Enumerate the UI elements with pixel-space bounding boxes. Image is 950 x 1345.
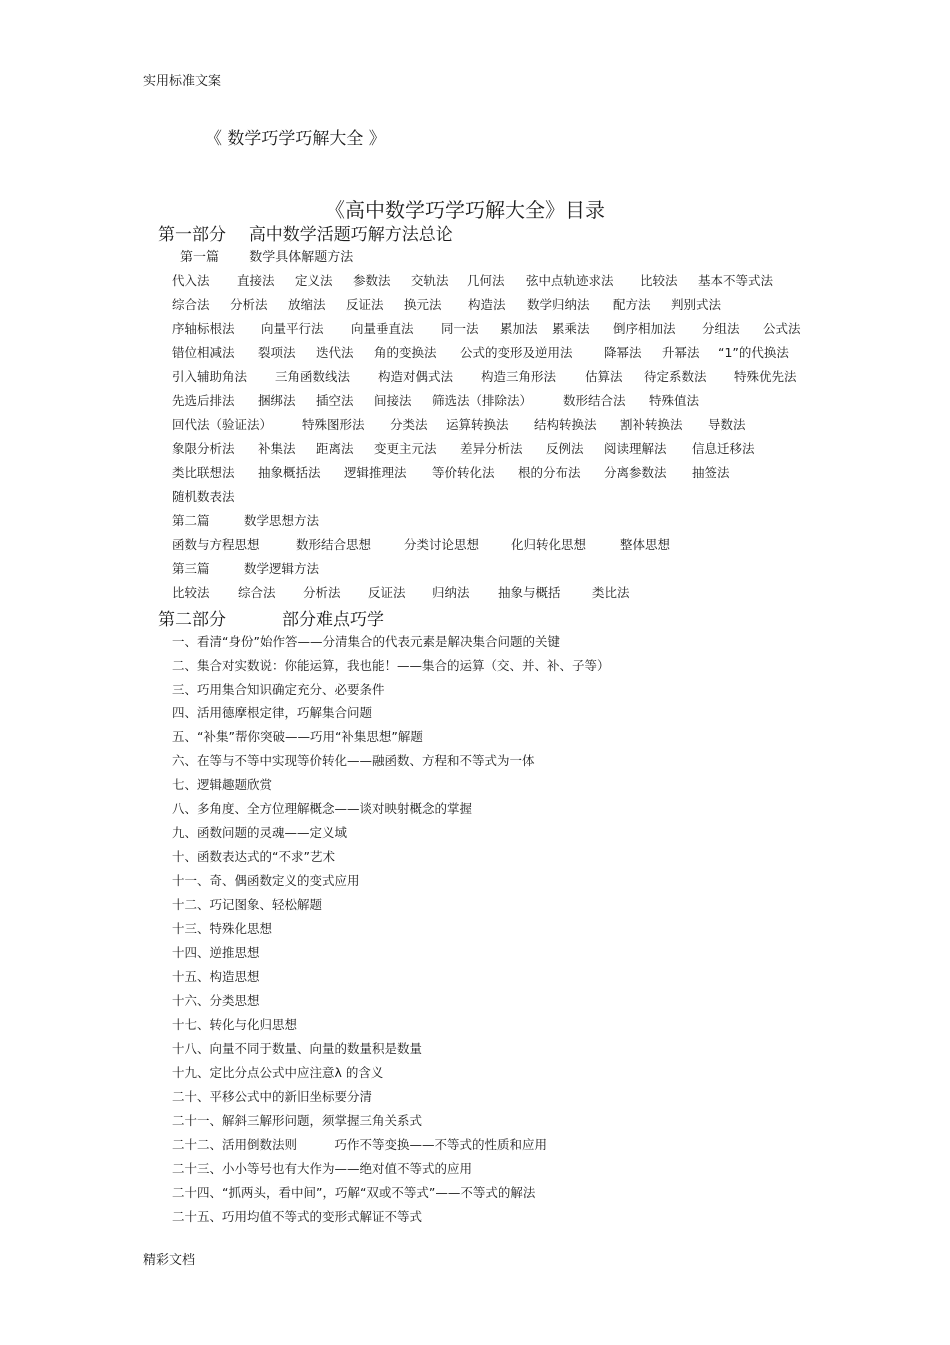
method: 序轴标根法 <box>172 321 235 336</box>
section2-label: 第二篇 <box>172 513 210 528</box>
method: 筛选法（排除法） <box>432 393 533 408</box>
method: 变更主元法 <box>374 441 437 456</box>
method: 信息迁移法 <box>692 441 755 456</box>
part2-item: 二十、平移公式中的新旧坐标要分清 <box>172 1089 373 1104</box>
method: 象限分析法 <box>172 441 235 456</box>
part2-item: 十八、向量不同于数量、向量的数量积是数量 <box>172 1041 423 1056</box>
method: 捆绑法 <box>258 393 296 408</box>
methods-row-8 <box>172 439 755 457</box>
part2-item: 二、集合对实数说：你能运算，我也能！——集合的运算（交、并、补、子等） <box>172 658 610 673</box>
method: 降幂法 <box>604 345 642 360</box>
page-footer: 精彩文档 <box>143 1253 196 1268</box>
method: 估算法 <box>585 369 623 384</box>
part2-item: 十一、奇、偶函数定义的变式应用 <box>172 873 360 888</box>
method: 特殊优先法 <box>734 369 797 384</box>
method: 公式法 <box>763 321 801 336</box>
methods-row-2 <box>172 295 721 313</box>
logic-method: 类比法 <box>592 585 630 600</box>
method: 差异分析法 <box>460 441 523 456</box>
part2-label: 第二部分 <box>158 610 226 630</box>
section1-label: 第一篇 <box>180 250 220 265</box>
method: 直接法 <box>237 273 275 288</box>
method: 抽签法 <box>692 465 730 480</box>
part1-label: 第一部分 <box>158 225 226 245</box>
part2-item: 二十一、解斜三解形问题，须掌握三角关系式 <box>172 1113 423 1128</box>
part2-item: 十九、定比分点公式中应注意λ 的含义 <box>172 1065 384 1080</box>
method: 导数法 <box>708 417 746 432</box>
method: 分离参数法 <box>604 465 667 480</box>
logic-method: 综合法 <box>238 585 276 600</box>
part2-item: 二十五、巧用均值不等式的变形式解证不等式 <box>172 1209 423 1224</box>
method: 逻辑推理法 <box>344 465 407 480</box>
method: 待定系数法 <box>644 369 707 384</box>
method: 基本不等式法 <box>698 273 774 288</box>
methods-row-10 <box>172 487 235 505</box>
method: 错位相减法 <box>172 345 235 360</box>
method: 倒序相加法 <box>613 321 676 336</box>
part2-title: 部分难点巧学 <box>282 610 384 630</box>
book-title: 《 数学巧学巧解大全 》 <box>205 129 386 149</box>
method: 先选后排法 <box>172 393 235 408</box>
part2-item: 六、在等与不等中实现等价转化——融函数、方程和不等式为一体 <box>172 753 535 768</box>
part2-item: 三、巧用集合知识确定充分、必要条件 <box>172 682 385 697</box>
part2-item: 十、函数表达式的“不求”艺术 <box>172 849 335 864</box>
method: 弦中点轨迹求法 <box>526 273 614 288</box>
method: 等价转化法 <box>432 465 495 480</box>
method: 阅读理解法 <box>604 441 667 456</box>
method: 割补转换法 <box>620 417 683 432</box>
method: 裂项法 <box>258 345 296 360</box>
method: 参数法 <box>353 273 391 288</box>
thought: 分类讨论思想 <box>404 537 480 552</box>
methods-row-1 <box>172 271 773 289</box>
method: 累加法 <box>500 321 538 336</box>
method: 间接法 <box>374 393 412 408</box>
method: 类比联想法 <box>172 465 235 480</box>
method: 结构转换法 <box>534 417 597 432</box>
method: “1”的代换法 <box>718 345 789 360</box>
part1-title: 高中数学活题巧解方法总论 <box>248 225 453 245</box>
section2-title: 数学思想方法 <box>244 513 320 528</box>
method: 构造法 <box>468 297 506 312</box>
method: 代入法 <box>172 273 210 288</box>
toc-title: 《高中数学巧学巧解大全》目录 <box>325 198 605 222</box>
method: 根的分布法 <box>518 465 581 480</box>
method: 升幂法 <box>662 345 700 360</box>
method: 数形结合法 <box>563 393 626 408</box>
part2-item: 七、逻辑趣题欣赏 <box>172 777 273 792</box>
part2-item: 五、“补集”帮你突破——巧用“补集思想”解题 <box>172 729 423 744</box>
method: 公式的变形及逆用法 <box>460 345 573 360</box>
method: 放缩法 <box>288 297 326 312</box>
section2-heading <box>172 511 319 529</box>
method: 补集法 <box>258 441 296 456</box>
method: 特殊图形法 <box>302 417 365 432</box>
method: 距离法 <box>316 441 354 456</box>
part2-item: 十六、分类思想 <box>172 993 260 1008</box>
section3-title: 数学逻辑方法 <box>244 561 320 576</box>
logic-method: 归纳法 <box>432 585 470 600</box>
method: 插空法 <box>316 393 354 408</box>
part2-item: 二十二、活用倒数法则 巧作不等变换——不等式的性质和应用 <box>172 1137 548 1152</box>
part2-item: 十四、逆推思想 <box>172 945 260 960</box>
method: 比较法 <box>640 273 678 288</box>
thoughts-row <box>172 535 670 553</box>
thought: 数形结合思想 <box>296 537 372 552</box>
part2-item: 二十三、小小等号也有大作为——绝对值不等式的应用 <box>172 1161 473 1176</box>
part2-item: 二十四、“抓两头，看中间”，巧解“双或不等式”——不等式的解法 <box>172 1185 536 1200</box>
part2-item: 十三、特殊化思想 <box>172 921 273 936</box>
page-header: 实用标准文案 <box>143 74 222 89</box>
method: 换元法 <box>404 297 442 312</box>
part2-item: 八、多角度、全方位理解概念——谈对映射概念的掌握 <box>172 801 473 816</box>
method: 同一法 <box>441 321 479 336</box>
part2-item: 九、函数问题的灵魂——定义域 <box>172 825 348 840</box>
method: 构造对偶式法 <box>378 369 454 384</box>
method: 运算转换法 <box>446 417 509 432</box>
methods-row-3 <box>172 319 801 337</box>
method: 回代法（验证法） <box>172 417 273 432</box>
logic-method: 抽象与概括 <box>498 585 561 600</box>
method: 三角函数线法 <box>275 369 351 384</box>
method: 配方法 <box>613 297 651 312</box>
method: 分组法 <box>702 321 740 336</box>
method: 定义法 <box>295 273 333 288</box>
method: 几何法 <box>467 273 505 288</box>
logic-method: 反证法 <box>368 585 406 600</box>
method: 分类法 <box>390 417 428 432</box>
part2-item: 十二、巧记图象、轻松解题 <box>172 897 323 912</box>
method: 抽象概括法 <box>258 465 321 480</box>
part2-item: 十七、转化与化归思想 <box>172 1017 298 1032</box>
method: 数学归纳法 <box>527 297 590 312</box>
method: 角的变换法 <box>374 345 437 360</box>
method: 随机数表法 <box>172 489 235 504</box>
methods-row-6 <box>172 391 699 409</box>
section1-heading <box>180 246 353 265</box>
part2-item: 一、看清“身份”始作答——分清集合的代表元素是解决集合问题的关键 <box>172 634 560 649</box>
logic-row <box>172 583 630 601</box>
part2-item: 四、活用德摩根定律，巧解集合问题 <box>172 705 373 720</box>
method: 引入辅助角法 <box>172 369 248 384</box>
thought: 函数与方程思想 <box>172 537 260 552</box>
methods-row-5 <box>172 367 797 385</box>
method: 迭代法 <box>316 345 354 360</box>
method: 向量平行法 <box>261 321 324 336</box>
section3-heading <box>172 559 319 577</box>
methods-row-4 <box>172 343 789 361</box>
thought: 化归转化思想 <box>511 537 587 552</box>
method: 判别式法 <box>671 297 722 312</box>
method: 分析法 <box>230 297 268 312</box>
method: 交轨法 <box>411 273 449 288</box>
method: 综合法 <box>172 297 210 312</box>
part1-heading <box>158 220 453 245</box>
method: 特殊值法 <box>649 393 700 408</box>
logic-method: 比较法 <box>172 585 210 600</box>
part2-item: 十五、构造思想 <box>172 969 260 984</box>
methods-row-9 <box>172 463 730 481</box>
logic-method: 分析法 <box>303 585 341 600</box>
method: 构造三角形法 <box>481 369 557 384</box>
method: 累乘法 <box>552 321 590 336</box>
section1-title: 数学具体解题方法 <box>249 250 354 265</box>
method: 反证法 <box>346 297 384 312</box>
method: 反例法 <box>546 441 584 456</box>
part2-heading <box>158 605 384 630</box>
thought: 整体思想 <box>620 537 671 552</box>
method: 向量垂直法 <box>351 321 414 336</box>
methods-row-7 <box>172 415 746 433</box>
section3-label: 第三篇 <box>172 561 210 576</box>
